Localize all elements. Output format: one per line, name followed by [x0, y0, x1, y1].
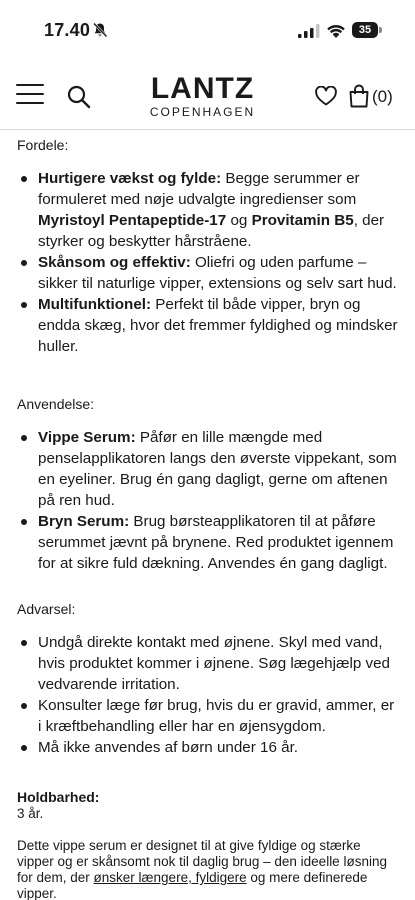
- shelf-life-value: 3 år.: [17, 806, 44, 821]
- list-item-lead: Bryn Serum:: [38, 513, 130, 530]
- list-item-lead: Skånsom og effektiv:: [38, 254, 191, 271]
- cellular-signal-icon: [298, 24, 320, 38]
- list-item-text: Begge serummer er formuleret med nøje udvalgte ingredienser som: [38, 170, 360, 208]
- wifi-icon: [326, 23, 346, 38]
- product-description: [0, 130, 415, 900]
- description-highlight: ønsker længere, fyldigere: [93, 870, 247, 885]
- list-item-text: , der styrker og beskytter hårstråene.: [38, 212, 385, 250]
- battery-level: 35: [352, 22, 378, 38]
- list-item: [17, 511, 398, 574]
- list-item-lead: Hurtigere vækst og fylde:: [38, 170, 222, 187]
- site-header: [0, 60, 415, 130]
- menu-button[interactable]: [16, 84, 46, 106]
- list-item: Undgå direkte kontakt med øjnene. Skyl med vand, hvis produktet kommer i øjnene. Søg lægehjælp ved vedvarende irritation.: [17, 632, 398, 695]
- shopping-bag-icon: [348, 84, 370, 108]
- list-item-text: Påfør en lille mængde med penselapplikatoren langs den øverste vippekant, som en eyeliner. Brug én gang dagligt, gerne om aftenen på ren hud.: [38, 429, 397, 509]
- description-text: og mere definerede vipper.: [17, 870, 368, 900]
- search-icon[interactable]: [66, 84, 92, 110]
- list-item-text: Perfekt til både vipper, bryn og endda skæg, hvor det fremmer fyldighed og mindsker huller.: [38, 296, 398, 355]
- status-time: 17.40: [44, 20, 91, 40]
- section-title-advarsel: Advarsel:: [17, 601, 76, 617]
- battery-tip: [379, 27, 382, 33]
- ingredient-name: Myristoyl Pentapeptide-17: [38, 212, 227, 229]
- battery-icon: [352, 22, 382, 38]
- list-item-lead: Multifunktionel:: [38, 296, 152, 313]
- list-item-text: og: [226, 212, 252, 229]
- logo-sub-text: COPENHAGEN: [149, 105, 256, 119]
- bell-slash-icon: [92, 22, 108, 38]
- cart-button[interactable]: [348, 84, 408, 110]
- brand-logo[interactable]: [145, 74, 260, 119]
- list-item-lead: Vippe Serum:: [38, 429, 136, 446]
- list-item: Må ikke anvendes af børn under 16 år.: [17, 737, 398, 758]
- hamburger-line: [16, 93, 44, 95]
- logo-main-text: LANTZ: [150, 72, 255, 105]
- list-item-text: Brug børsteapplikatoren til at påføre serummet jævnt på brynene. Red produktet igennem for at sikre fuld dækning. Anvendes én gang dagligt.: [38, 513, 394, 572]
- list-item: [17, 427, 398, 511]
- section-title-holdbarhed: Holdbarhed:: [17, 789, 100, 805]
- ingredient-name: Provitamin B5: [251, 212, 354, 229]
- hamburger-line: [16, 102, 44, 104]
- section-title-anvendelse: Anvendelse:: [17, 396, 95, 412]
- description-paragraph: [17, 838, 398, 900]
- usage-list: [17, 427, 398, 574]
- cart-count: (0): [372, 87, 393, 106]
- list-item: [17, 168, 398, 252]
- section-title-fordele: Fordele:: [17, 137, 69, 153]
- list-item: [17, 252, 398, 294]
- warning-list: [17, 632, 398, 758]
- hamburger-line: [16, 84, 44, 86]
- benefits-list: [17, 168, 398, 357]
- description-text: Dette vippe serum er designet til at give fyldige og stærke vipper og er skånsomt nok til daglig brug – den ideelle løsning for dem, der: [17, 838, 387, 885]
- status-bar: [0, 0, 415, 56]
- heart-icon[interactable]: [315, 86, 337, 106]
- list-item: Konsulter læge før brug, hvis du er gravid, ammer, er i kræftbehandling eller har en øjensygdom.: [17, 695, 398, 737]
- list-item-text: Oliefri og uden parfume – sikker til naturlige vipper, extensions og selv sart hud.: [38, 254, 397, 292]
- list-item: [17, 294, 398, 357]
